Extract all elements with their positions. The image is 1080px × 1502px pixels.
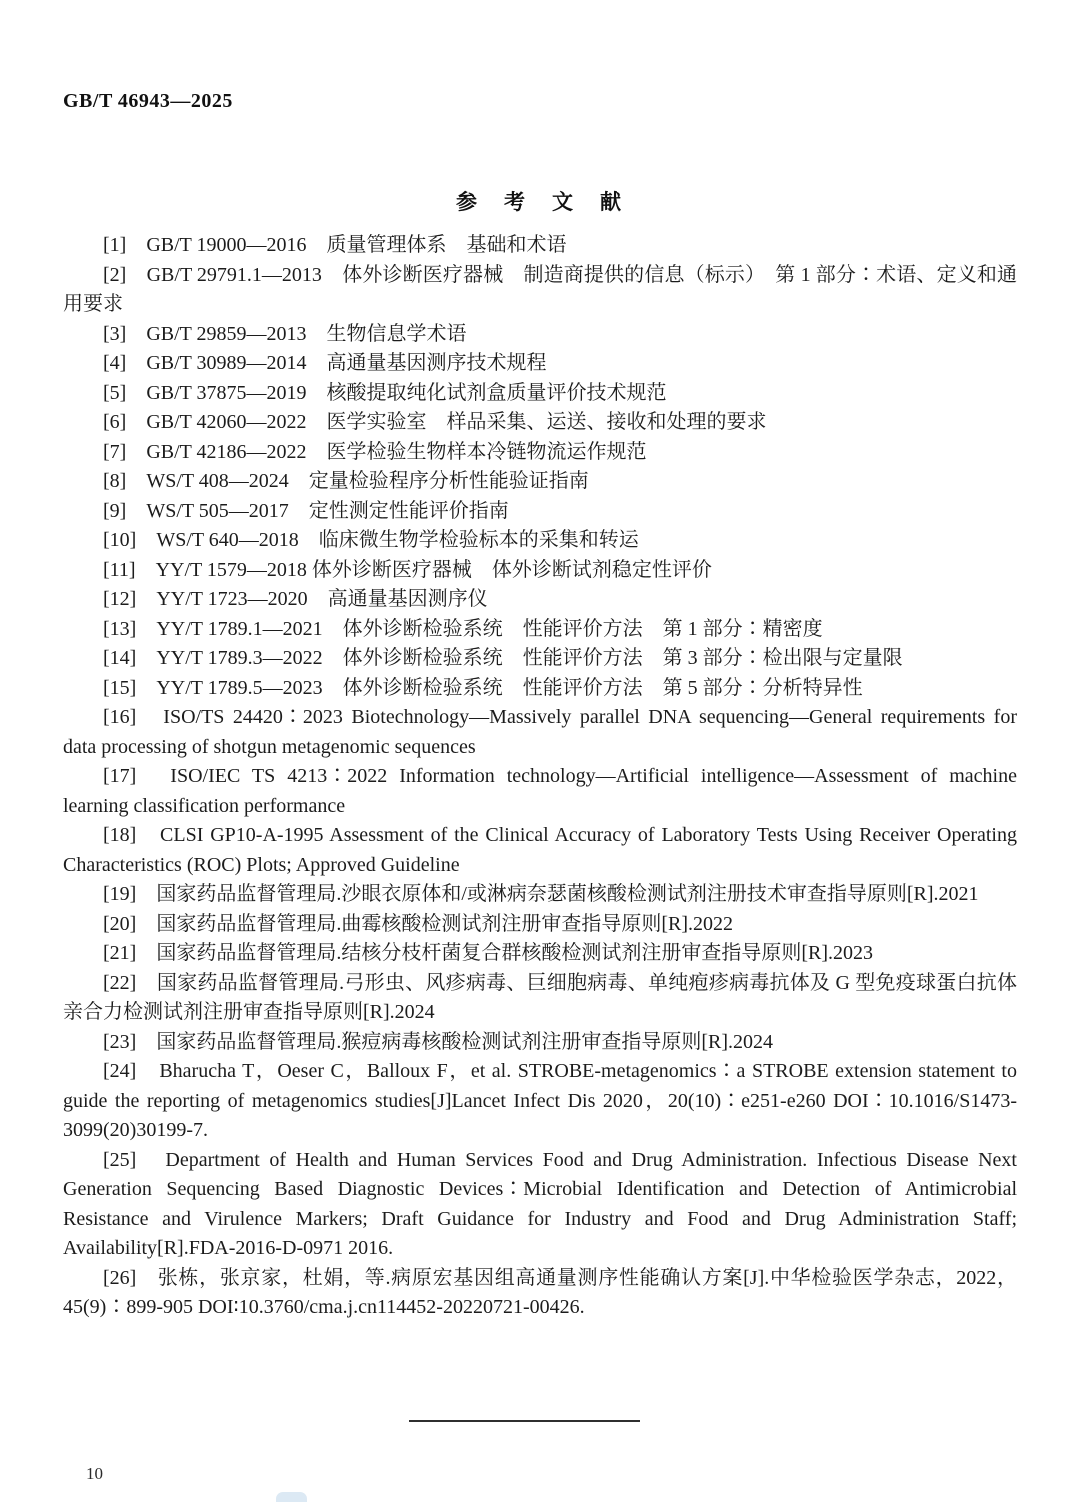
reference-item: [12] YY/T 1723—2020 高通量基因测序仪 bbox=[103, 588, 488, 610]
reference-item: [24] Bharucha T，Oeser C，Balloux F，et al. STROBE-metagenomics∶a STROBE extension statement to guide the reporting of metagenomics studies[J]Lancet Infect Dis 2020，20(10)∶e251-e260 DOI∶10.1016/S1473-3099(20)30199-7. bbox=[63, 1060, 1017, 1141]
reference-item: [23] 国家药品监督管理局.猴痘病毒核酸检测试剂注册审查指导原则[R].2024 bbox=[103, 1030, 773, 1053]
reference-item: [6] GB/T 42060—2022 医学实验室 样品采集、运送、接收和处理的要求 bbox=[103, 411, 767, 433]
reference-item: [17] ISO/IEC TS 4213∶2022 Information technology—Artificial intelligence—Assessment of machine learning classification performance bbox=[63, 765, 1017, 817]
reference-item: [18] CLSI GP10-A-1995 Assessment of the Clinical Accuracy of Laboratory Tests Using Receiver Operating Characteristics (ROC) Plots; Approved Guideline bbox=[63, 824, 1017, 876]
reference-item: [15] YY/T 1789.5—2023 体外诊断检验系统 性能评价方法 第 5 部分∶分析特异性 bbox=[103, 676, 863, 699]
reference-item: [19] 国家药品监督管理局.沙眼衣原体和/或淋病奈瑟菌核酸检测试剂注册技术审查指导原则[R].2021 bbox=[103, 883, 979, 905]
reference-item: [16] ISO/TS 24420∶2023 Biotechnology—Massively parallel DNA sequencing—General requirements for data processing of shotgun metagenomic sequences bbox=[63, 706, 1017, 758]
reference-list bbox=[63, 231, 1017, 1323]
reference-item: [4] GB/T 30989—2014 高通量基因测序技术规程 bbox=[103, 352, 547, 374]
page-title: 参 考 文 献 bbox=[456, 190, 624, 214]
footer-rule bbox=[409, 1420, 640, 1422]
page-number: 10 bbox=[86, 1464, 103, 1483]
scan-artifact bbox=[276, 1492, 307, 1502]
reference-item: [25] Department of Health and Human Services Food and Drug Administration. Infectious Disease Next Generation Sequencing Based Diagnostic Devices∶Microbial Identification and Detection of Antimicrobial Resistance and Virulence Markers; Draft Guidance for Industry and Food and Drug Administration Staff; Availability[R].FDA-2016-D-0971 2016. bbox=[63, 1148, 1017, 1259]
reference-item: [9] WS/T 505—2017 定性测定性能评价指南 bbox=[103, 499, 509, 522]
reference-item: [8] WS/T 408—2024 定量检验程序分析性能验证指南 bbox=[103, 470, 589, 492]
reference-item: [7] GB/T 42186—2022 医学检验生物样本冷链物流运作规范 bbox=[103, 440, 647, 463]
reference-item: [2] GB/T 29791.1—2013 体外诊断医疗器械 制造商提供的信息（标示） 第 1 部分∶术语、定义和通用要求 bbox=[63, 263, 1017, 315]
reference-item: [20] 国家药品监督管理局.曲霉核酸检测试剂注册审查指导原则[R].2022 bbox=[103, 912, 733, 935]
reference-item: [1] GB/T 19000—2016 质量管理体系 基础和术语 bbox=[103, 234, 567, 256]
reference-item: [3] GB/T 29859—2013 生物信息学术语 bbox=[103, 322, 467, 345]
reference-item: [10] WS/T 640—2018 临床微生物学检验标本的采集和转运 bbox=[103, 529, 639, 551]
reference-item: [22] 国家药品监督管理局.弓形虫、风疹病毒、巨细胞病毒、单纯疱疹病毒抗体及 G 型免疫球蛋白抗体亲合力检测试剂注册审查指导原则[R].2024 bbox=[63, 971, 1017, 1023]
reference-item: [5] GB/T 37875—2019 核酸提取纯化试剂盒质量评价技术规范 bbox=[103, 381, 667, 404]
reference-item: [26] 张栋，张京家，杜娟，等.病原宏基因组高通量测序性能确认方案[J].中华检验医学杂志，2022，45(9)∶899-905 DOI∶10.3760/cma.j.cn114452-20220721-00426. bbox=[63, 1266, 1017, 1318]
reference-item: [21] 国家药品监督管理局.结核分枝杆菌复合群核酸检测试剂注册审查指导原则[R].2023 bbox=[103, 942, 873, 964]
reference-item: [14] YY/T 1789.3—2022 体外诊断检验系统 性能评价方法 第 3 部分∶检出限与定量限 bbox=[103, 647, 903, 669]
reference-item: [11] YY/T 1579—2018 体外诊断医疗器械 体外诊断试剂稳定性评价 bbox=[103, 558, 712, 581]
reference-item: [13] YY/T 1789.1—2021 体外诊断检验系统 性能评价方法 第 1 部分∶精密度 bbox=[103, 617, 823, 640]
standard-number: GB/T 46943—2025 bbox=[63, 90, 233, 112]
